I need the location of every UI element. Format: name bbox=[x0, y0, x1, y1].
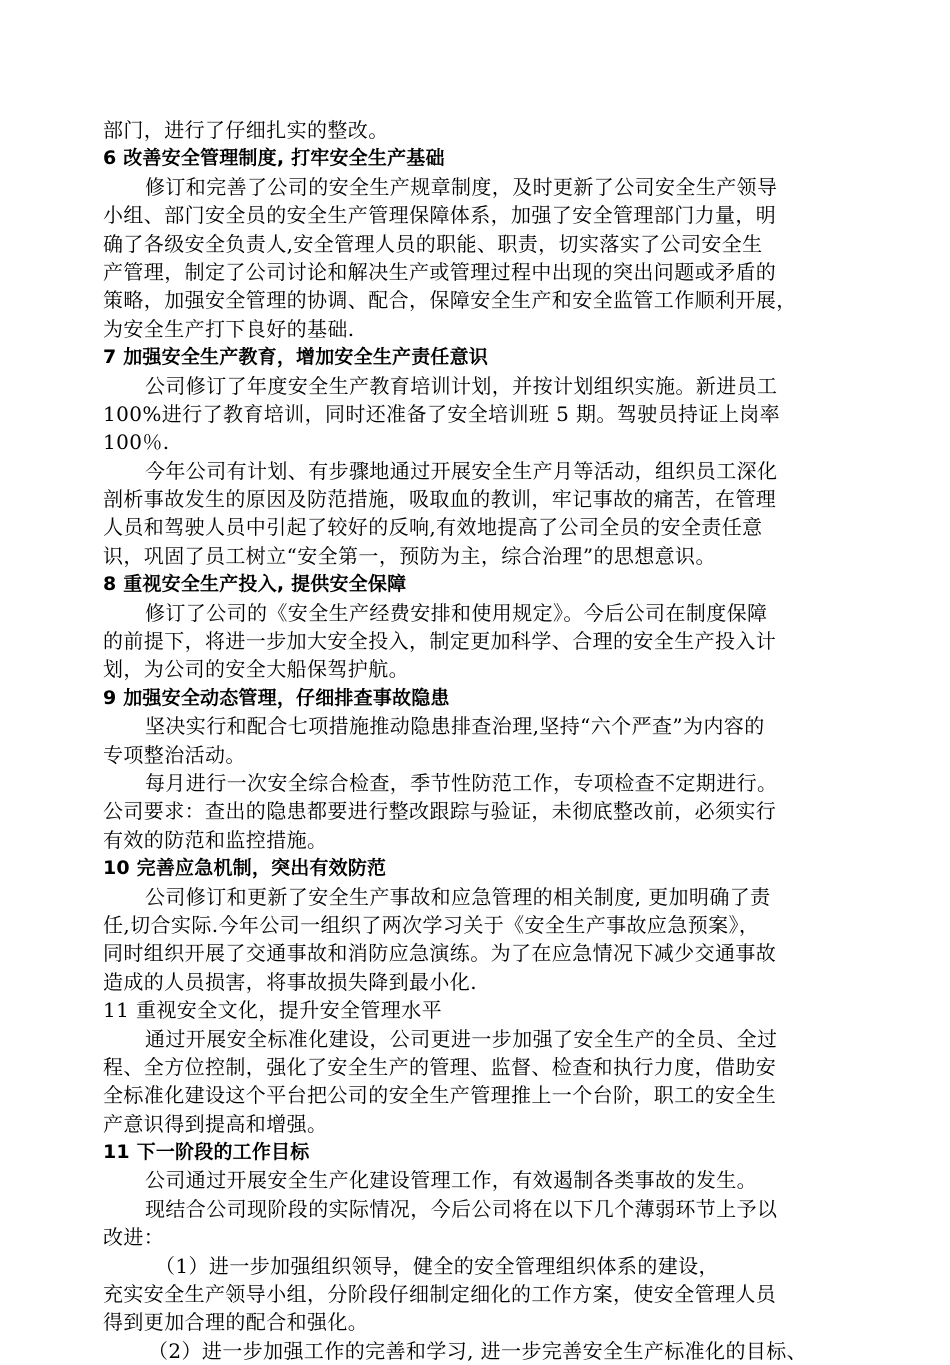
text-line: 任,切合实际.今年公司一组织了两次学习关于《安全生产事故应急预案》， bbox=[103, 912, 760, 937]
list-item: （2）进一步加强工作的完善和学习, 进一步完善安全生产标准化的目标、 bbox=[148, 1338, 808, 1363]
text-line: 的前提下，将进一步加大安全投入，制定更加科学、合理的安全生产投入计 bbox=[103, 629, 777, 654]
text-line: 有效的防范和监控措施。 bbox=[103, 827, 328, 852]
text-line: 同时组织开展了交通事故和消防应急演练。为了在应急情况下减少交通事故 bbox=[103, 941, 777, 966]
text-line: 专项整治活动。 bbox=[103, 742, 246, 767]
text-line: 造成的人员损害，将事故损失降到最小化. bbox=[103, 969, 477, 994]
text-line: 充实安全生产领导小组，分阶段仔细制定细化的工作方案，使安全管理人员 bbox=[103, 1282, 777, 1307]
text-line: 公司修订和更新了安全生产事故和应急管理的相关制度, 更加明确了责 bbox=[145, 884, 771, 909]
section-heading: 8 重视安全生产投入, 提供安全保障 bbox=[103, 573, 407, 596]
text-line: 程、全方位控制，强化了安全生产的管理、监督、检查和执行力度，借助安 bbox=[103, 1054, 777, 1079]
section-heading: 11 下一阶段的工作目标 bbox=[103, 1141, 310, 1164]
text-line: 每月进行一次安全综合检查，季节性防范工作，专项检查不定期进行。 bbox=[145, 770, 778, 795]
text-line: 确了各级安全负责人,安全管理人员的职能、职责，切实落实了公司安全生 bbox=[103, 231, 763, 256]
text-line: 小组、部门安全员的安全生产管理保障体系，加强了安全管理部门力量，明 bbox=[103, 203, 777, 228]
text-line: 100%进行了教育培训，同时还准备了安全培训班 5 期。驾驶员持证上岗率 bbox=[103, 401, 781, 426]
section-heading: 9 加强安全动态管理，仔细排查事故隐患 bbox=[103, 686, 450, 709]
text-line: 公司通过开展安全生产化建设管理工作，有效遏制各类事故的发生。 bbox=[145, 1168, 757, 1193]
section-heading: 10 完善应急机制，突出有效防范 bbox=[103, 857, 387, 880]
text-line: 为安全生产打下良好的基础. bbox=[103, 316, 355, 341]
text-line: 修订和完善了公司的安全生产规章制度，及时更新了公司安全生产领导 bbox=[145, 174, 778, 199]
section-heading: 6 改善安全管理制度, 打牢安全生产基础 bbox=[103, 147, 445, 170]
text-line: 部门，进行了仔细扎实的整改。 bbox=[103, 118, 389, 142]
document-page bbox=[103, 116, 851, 1365]
text-line: 产管理，制定了公司讨论和解决生产或管理过程中出现的突出问题或矛盾的 bbox=[103, 259, 777, 284]
text-line: 100％. bbox=[103, 430, 170, 455]
text-line: 通过开展安全标准化建设，公司更进一步加强了安全生产的全员、全过 bbox=[145, 1026, 778, 1051]
text-line: 公司修订了年度安全生产教育培训计划，并按计划组织实施。新进员工 bbox=[145, 373, 778, 398]
text-line: 修订了公司的《安全生产经费安排和使用规定》。今后公司在制度保障 bbox=[145, 600, 768, 625]
section-heading: 7 加强安全生产教育，增加安全生产责任意识 bbox=[103, 346, 489, 369]
text-line: 策略，加强安全管理的协调、配合，保障安全生产和安全监管工作顺利开展， bbox=[103, 288, 797, 313]
text-line: 人员和驾驶人员中引起了较好的反响,有效地提高了公司全员的安全责任意 bbox=[103, 515, 763, 540]
text-line: 坚决实行和配合七项措施推动隐患排查治理,坚持“六个严查”为内容的 bbox=[145, 714, 765, 739]
text-line: 划，为公司的安全大船保驾护航。 bbox=[103, 657, 409, 682]
text-line: 剖析事故发生的原因及防范措施，吸取血的教训，牢记事故的痛苦，在管理 bbox=[103, 487, 777, 512]
text-line: 公司要求：查出的隐患都要进行整改跟踪与验证，未彻底整改前，必须实行 bbox=[103, 799, 777, 824]
text-line: 识，巩固了员工树立“安全第一，预防为主，综合治理”的思想意识。 bbox=[103, 543, 716, 568]
text-line: 改进： bbox=[103, 1225, 165, 1250]
list-item: （1）进一步加强组织领导，健全的安全管理组织体系的建设， bbox=[155, 1253, 719, 1278]
text-line: 全标准化建设这个平台把公司的安全生产管理推上一个台阶，职工的安全生 bbox=[103, 1083, 777, 1108]
text-line: 得到更加合理的配合和强化。 bbox=[103, 1310, 369, 1335]
text-line: 产意识得到提高和增强。 bbox=[103, 1111, 328, 1136]
text-line: 今年公司有计划、有步骤地通过开展安全生产月等活动，组织员工深化 bbox=[145, 458, 778, 483]
section-heading-plain: 11 重视安全文化，提升安全管理水平 bbox=[103, 998, 443, 1023]
text-line: 现结合公司现阶段的实际情况，今后公司将在以下几个薄弱环节上予以 bbox=[145, 1196, 778, 1221]
